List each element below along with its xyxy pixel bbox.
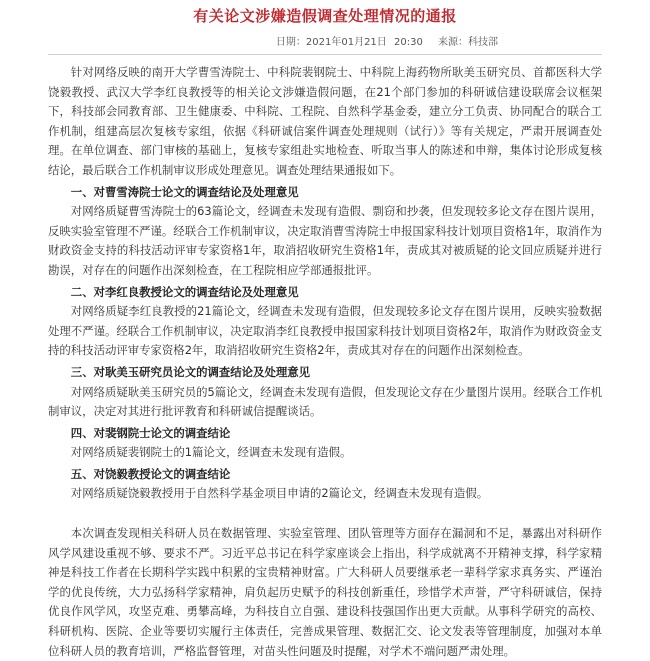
section-text-4: 对网络质疑裴钢院士的1篇论文，经调查未发现有造假。 bbox=[70, 445, 352, 460]
time-value: 20:30 bbox=[393, 37, 423, 48]
closing-paragraph: 本次调查发现相关科研人员在数据管理、实验室管理、团队管理等方面存在漏洞和不足，暴露出对科研作风学风建设重视不够、要求不严。习近平总书记在科学家座谈会上指出，科学成就离不开精神支撑，科学家精神是科技工作者在长期科学实践中积累的宝贵精神财富。广大科研人员要继承老一辈科学家求真务实、严谨治学的优良传统，大力弘扬科学家精神，肩负起历史赋予的科技创新重任，珍惜学术声誉，严守科研诚信，保持优良作风学风，攻坚克难、勇攀高峰，为科技自立自强、建设科技强国作出更大贡献。从事科学研究的高校、科研机构、医院、企业等要切实履行主体责任，完善成果管理、数据汇交、论文发表等管理制度，加强对本单位科研人员的教育培训，严格监督管理，对苗头性问题及时提醒，对学术不端问题严肃处理。 bbox=[48, 526, 602, 658]
section-text-2: 对网络质疑李红良教授的21篇论文，经调查未发现有造假，但发现较多论文存在图片误用，反映实验数据处理不严谨。经联合工作机制审议，决定取消李红良教授申报国家科技计划项目资格2年，取消作为财政资金支持的科技活动评审专家资格2年，取消招收研究生资格2年，责成其对存在的问题作出深刻检查。 bbox=[48, 304, 602, 358]
source-value: 科技部 bbox=[468, 37, 498, 48]
section-text-1: 对网络质疑曹雪涛院士的63篇论文，经调查未发现有造假、剽窃和抄袭，但发现较多论文存在图片误用，反映实验室管理不严谨。经联合工作机制审议，决定取消曹雪涛院士申报国家科技计划项目资格1年，取消作为财政资金支持的科技活动评审专家资格1年，取消招收研究生资格1年，责成其对被质疑的论文回应质疑并进行勘误，对存在的问题作出深刻检查，在工程院相应学部通报批评。 bbox=[48, 204, 602, 277]
section-text-5: 对网络质疑饶毅教授用于自然科学基金项目申请的2篇论文，经调查未发现有造假。 bbox=[70, 486, 489, 501]
section-heading-3: 三、对耿美玉研究员论文的调查结论及处理意见 bbox=[70, 364, 311, 379]
intro-paragraph: 针对网络反映的南开大学曹雪涛院士、中科院裴钢院士、中科院上海药物所耿美玉研究员、首都医科大学饶毅教授、武汉大学李红良教授等的相关论文涉嫌造假问题，在21个部门参加的科研诚信建设联席会议框架下，科技部会同教育部、卫生健康委、中科院、工程院、自然科学基金委，建立分工负责、协同配合的联合工作机制，组建高层次复核专家组，依据《科研诚信案件调查处理规则（试行）》等有关规定，严肃开展调查处理。在单位调查、部门审核的基础上，复核专家组赴实地检查、听取当事人的陈述和申辩，集体讨论形成复核结论，最后联合工作机制审议形成处理意见。调查处理结果通报如下。 bbox=[48, 65, 602, 177]
article-body bbox=[48, 63, 602, 661]
article-title: 有关论文涉嫌造假调查处理情况的通报 bbox=[193, 7, 457, 25]
source-label: 来源： bbox=[438, 37, 468, 48]
date-value: 2021年01月21日 bbox=[305, 37, 387, 48]
section-heading-2: 二、对李红良教授论文的调查结论及处理意见 bbox=[70, 284, 299, 299]
section-heading-5: 五、对饶毅教授论文的调查结论 bbox=[70, 466, 231, 481]
article-meta bbox=[48, 32, 602, 55]
section-heading-4: 四、对裴钢院士论文的调查结论 bbox=[70, 425, 231, 440]
article-meta-line bbox=[276, 32, 498, 54]
section-text-3: 对网络质疑耿美玉研究员的5篇论文，经调查未发现有造假，但发现论文存在少量图片误用。经联合工作机制审议，决定对其进行批评教育和科研诚信提醒谈话。 bbox=[48, 384, 603, 419]
section-heading-1: 一、对曹雪涛院士论文的调查结论及处理意见 bbox=[70, 184, 299, 199]
date-label: 日期： bbox=[275, 37, 306, 48]
